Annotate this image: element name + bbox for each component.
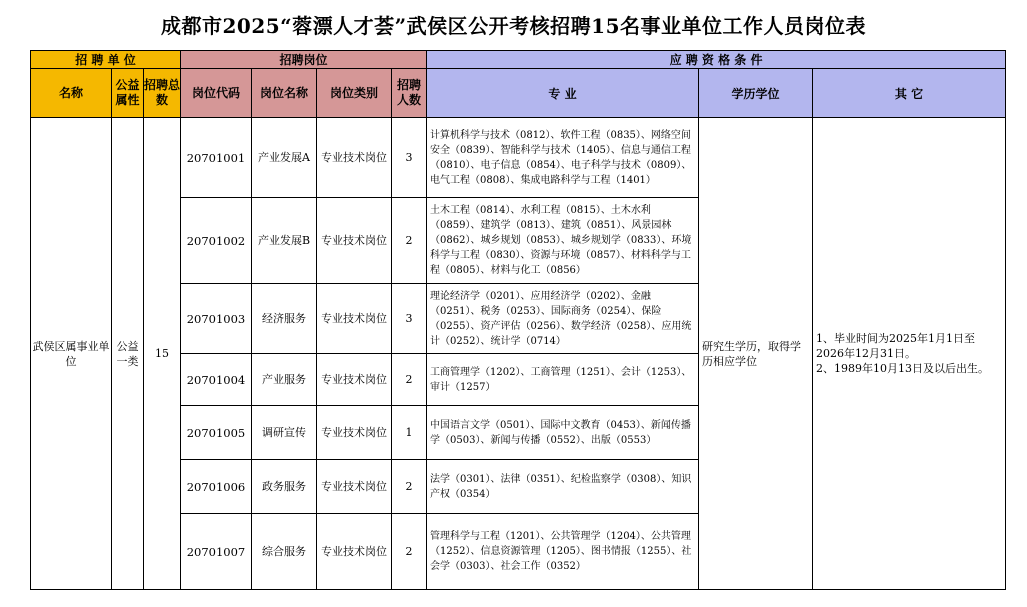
position-major: 法学（0301）、法律（0351）、纪检监察学（0308）、知识产权（0354） — [427, 460, 699, 514]
header-welfare: 公益属性 — [112, 69, 144, 118]
page-title: 成都市2025“蓉漂人才荟”武侯区公开考核招聘15名事业单位工作人员岗位表 — [160, 14, 866, 38]
header-total: 招聘总数 — [144, 69, 181, 118]
position-count: 3 — [392, 284, 427, 354]
position-name: 产业发展B — [252, 198, 317, 284]
position-category: 专业技术岗位 — [317, 118, 392, 198]
position-count: 1 — [392, 406, 427, 460]
group-header-position: 招聘岗位 — [181, 51, 427, 69]
position-name: 综合服务 — [252, 514, 317, 590]
position-major: 理论经济学（0201）、应用经济学（0202）、金融（0251）、税务（0253）、国际商务（0254）、保险（0255）、资产评估（0256）、数学经济（0258）、应用统计（0252）、统计学（0714） — [427, 284, 699, 354]
position-code: 20701003 — [181, 284, 252, 354]
unit-welfare: 公益一类 — [112, 118, 144, 590]
position-code: 20701005 — [181, 406, 252, 460]
position-count: 3 — [392, 118, 427, 198]
position-major: 计算机科学与技术（0812）、软件工程（0835）、网络空间安全（0839）、智能科学与技术（1405）、信息与通信工程（0810）、电子信息（0854）、电子科学与技术（0809）、电气工程（0808）、集成电路科学与工程（1401） — [427, 118, 699, 198]
position-name: 产业发展A — [252, 118, 317, 198]
header-major: 专 业 — [427, 69, 699, 118]
header-count: 招聘人数 — [392, 69, 427, 118]
position-count: 2 — [392, 198, 427, 284]
position-category: 专业技术岗位 — [317, 514, 392, 590]
degree-requirement: 研究生学历，取得学历相应学位 — [699, 118, 813, 590]
position-name: 经济服务 — [252, 284, 317, 354]
position-code: 20701001 — [181, 118, 252, 198]
position-code: 20701006 — [181, 460, 252, 514]
position-category: 专业技术岗位 — [317, 354, 392, 406]
header-code: 岗位代码 — [181, 69, 252, 118]
position-name: 产业服务 — [252, 354, 317, 406]
position-code: 20701007 — [181, 514, 252, 590]
position-category: 专业技术岗位 — [317, 406, 392, 460]
positions-table — [30, 50, 1006, 590]
unit-name: 武侯区属事业单位 — [31, 118, 112, 590]
position-name: 政务服务 — [252, 460, 317, 514]
group-header-requirements: 应 聘 资 格 条 件 — [427, 51, 1006, 69]
table-row — [31, 118, 1006, 198]
position-count: 2 — [392, 354, 427, 406]
position-count: 2 — [392, 514, 427, 590]
header-category: 岗位类别 — [317, 69, 392, 118]
position-count: 2 — [392, 460, 427, 514]
other-requirements — [813, 118, 1006, 590]
position-major: 土木工程（0814）、水利工程（0815）、土木水利（0859）、建筑学（0813）、建筑（0851）、风景园林（0862）、城乡规划（0853）、城乡规划学（0833）、环境科学与工程（0830）、资源与环境（0857）、材料科学与工程（0805）、材料与化工（0856） — [427, 198, 699, 284]
position-code: 20701004 — [181, 354, 252, 406]
other-requirement-1: 1、毕业时间为2025年1月1日至2026年12月31日。 — [816, 332, 976, 360]
group-header-unit: 招 聘 单 位 — [31, 51, 181, 69]
header-name: 名称 — [31, 69, 112, 118]
position-major: 工商管理学（1202）、工商管理（1251）、会计（1253）、审计（1257） — [427, 354, 699, 406]
unit-total: 15 — [144, 118, 181, 590]
position-name: 调研宣传 — [252, 406, 317, 460]
header-degree: 学历学位 — [699, 69, 813, 118]
position-major: 管理科学与工程（1201）、公共管理学（1204）、公共管理（1252）、信息资源管理（1205）、图书情报（1255）、社会学（0303）、社会工作（0352） — [427, 514, 699, 590]
other-requirement-2: 2、1989年10月13日及以后出生。 — [816, 362, 990, 375]
header-other: 其 它 — [813, 69, 1006, 118]
position-category: 专业技术岗位 — [317, 460, 392, 514]
header-position-name: 岗位名称 — [252, 69, 317, 118]
position-category: 专业技术岗位 — [317, 284, 392, 354]
position-category: 专业技术岗位 — [317, 198, 392, 284]
position-major: 中国语言文学（0501）、国际中文教育（0453）、新闻传播学（0503）、新闻与传播（0552）、出版（0553） — [427, 406, 699, 460]
position-code: 20701002 — [181, 198, 252, 284]
